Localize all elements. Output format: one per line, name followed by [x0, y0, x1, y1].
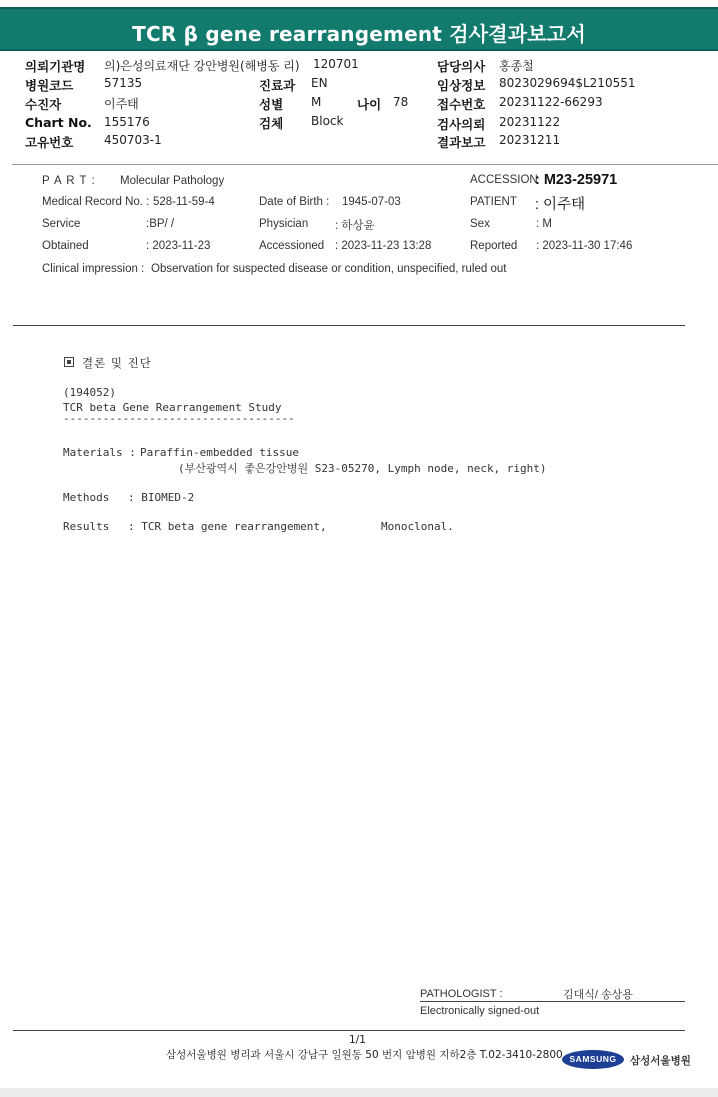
signature-line	[420, 1001, 685, 1002]
page-number: 1/1	[349, 1034, 366, 1046]
pathologist-label: PATHOLOGIST :	[420, 988, 503, 1000]
chart-no-value: 155176	[104, 115, 150, 129]
accession-label: ACCESSION	[470, 174, 538, 186]
result-report-value: 20231211	[499, 133, 561, 147]
study-underline: -----------------------------------	[63, 412, 295, 425]
hospital-name: 삼성서울병원	[630, 1055, 691, 1067]
sex-value: M	[311, 95, 322, 109]
square-bullet-icon	[64, 357, 74, 367]
part-label: P A R T :	[42, 175, 96, 187]
section-heading	[64, 355, 152, 371]
footer-divider	[13, 1030, 685, 1031]
mrn-label: Medical Record No. :	[42, 196, 150, 208]
chart-no-label: Chart No.	[25, 115, 92, 130]
header-patient-value: : 이주태	[535, 197, 586, 213]
dob-label: Date of Birth :	[259, 196, 330, 208]
results-outcome: Monoclonal.	[381, 520, 454, 533]
accessioned-label: Accessioned	[259, 240, 325, 252]
sex-label: 성별	[259, 97, 284, 112]
reported-label: Reported	[470, 240, 518, 252]
bottom-strip	[0, 1088, 718, 1097]
materials-value: Paraffin-embedded tissue	[140, 446, 299, 459]
report-title: TCR β gene rearrangement 검사결과보고서	[132, 22, 586, 46]
doctor-value: 홍종철	[499, 59, 534, 73]
request-date-label: 검사의뢰	[437, 117, 486, 132]
dob-value: 1945-07-03	[342, 196, 401, 208]
header-divider	[13, 325, 685, 326]
clinical-info-label: 임상정보	[437, 78, 486, 93]
requesting-org-value: 의)은성의료재단 강안병원(해병동 리)	[104, 59, 300, 73]
title-banner	[0, 7, 718, 51]
receipt-no-label: 접수번호	[437, 97, 486, 112]
obtained-value: : 2023-11-23	[146, 240, 211, 252]
clinical-impression-label: Clinical impression :	[42, 263, 145, 275]
results-label: Results	[63, 520, 110, 533]
accessioned-value: : 2023-11-23 13:28	[335, 240, 432, 252]
physician-label: Physician	[259, 218, 309, 230]
accession-value: : M23-25971	[535, 172, 618, 188]
clinical-info-value: 8023029694$L210551	[499, 76, 636, 90]
study-name: TCR beta Gene Rearrangement Study	[63, 401, 282, 414]
mrn-value: 528-11-59-4	[153, 196, 215, 208]
section-title: 결론 및 진단	[82, 356, 152, 370]
header-sex-label: Sex	[470, 218, 490, 230]
result-report-label: 결과보고	[437, 135, 486, 150]
study-code: (194052)	[63, 386, 116, 399]
results-value: : TCR beta gene rearrangement,	[128, 520, 327, 533]
pathologist-value: 김대식/ 송상용	[563, 989, 633, 1001]
unique-no-value: 450703-1	[104, 133, 162, 147]
part-value: Molecular Pathology	[120, 175, 225, 187]
request-date-value: 20231122	[499, 115, 561, 129]
doctor-label: 담당의사	[437, 59, 486, 74]
dept-label: 진료과	[259, 78, 296, 93]
top-divider	[12, 164, 718, 165]
dept-value: EN	[311, 76, 328, 90]
reported-value: : 2023-11-30 17:46	[536, 240, 633, 252]
hospital-code-value: 57135	[104, 76, 143, 90]
signed-status: Electronically signed-out	[420, 1005, 540, 1017]
service-label: Service	[42, 218, 81, 230]
requesting-org-label: 의뢰기관명	[25, 59, 86, 74]
obtained-label: Obtained	[42, 240, 89, 252]
age-value: 78	[393, 95, 409, 109]
service-value: :BP/ /	[146, 218, 175, 230]
specimen-label: 검체	[259, 116, 284, 131]
patient-label: 수진자	[25, 97, 62, 112]
hospital-code-label: 병원코드	[25, 78, 74, 93]
footer-address: 삼성서울병원 병리과 서울시 강남구 일원동 50 번지 암병원 지하2층 T.02-3410-2800	[166, 1049, 563, 1061]
materials-label: Materials :	[63, 446, 136, 459]
physician-value: : 하상윤	[335, 220, 375, 232]
age-label: 나이	[357, 97, 382, 112]
patient-value: 이주태	[104, 97, 139, 111]
header-patient-label: PATIENT	[470, 196, 517, 208]
header-sex-value: : M	[536, 218, 552, 230]
unique-no-label: 고유번호	[25, 135, 74, 150]
methods-label: Methods	[63, 491, 110, 504]
samsung-logo: SAMSUNG	[562, 1050, 624, 1069]
methods-value: : BIOMED-2	[128, 491, 195, 504]
requesting-org-code: 120701	[313, 57, 359, 71]
receipt-no-value: 20231122-66293	[499, 95, 603, 109]
clinical-impression-value: Observation for suspected disease or condition, unspecified, ruled out	[151, 263, 507, 275]
specimen-value: Block	[311, 114, 344, 128]
materials-detail: (부산광역시 좋은강안병원 S23-05270, Lymph node, neck, right)	[178, 462, 547, 475]
